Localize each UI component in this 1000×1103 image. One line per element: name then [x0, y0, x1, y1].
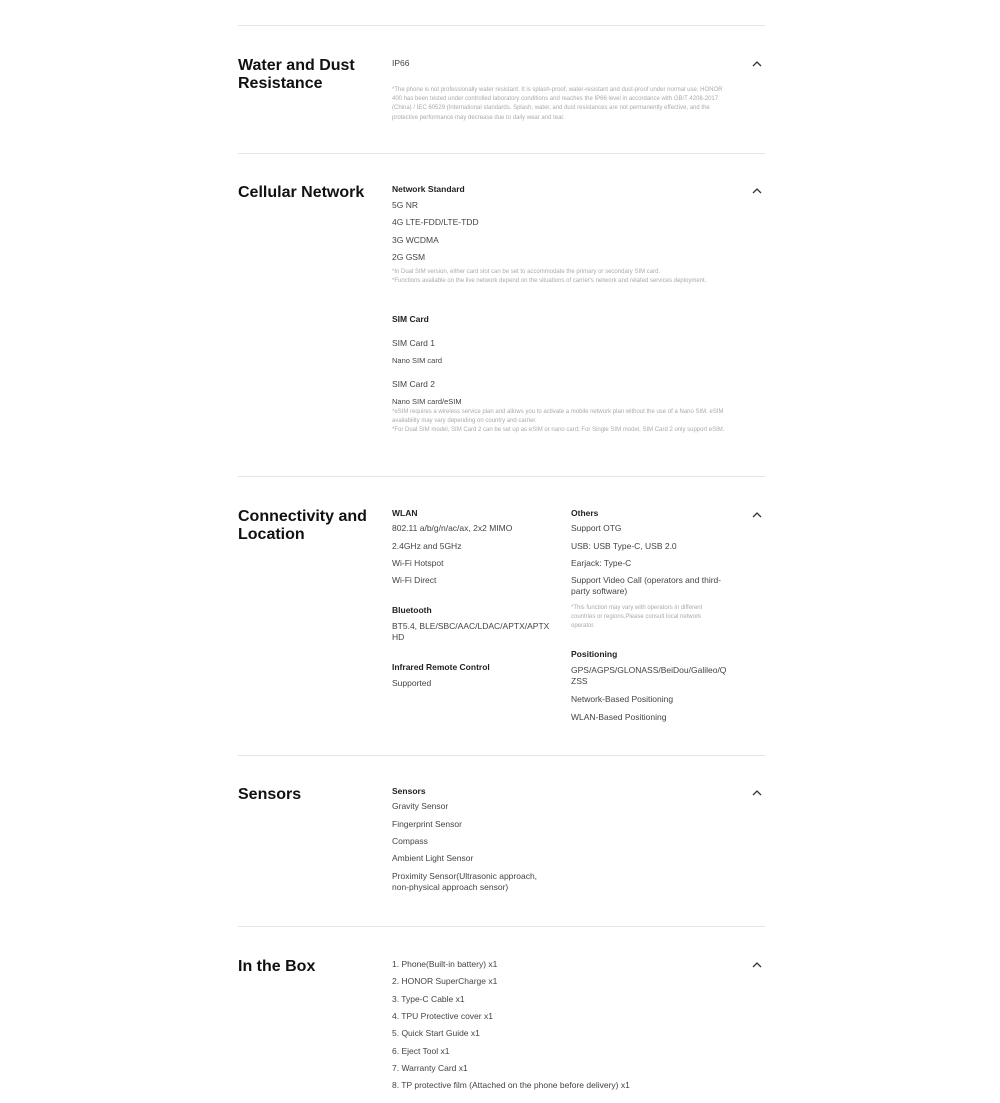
box-item: 1. Phone(Built-in battery) x1: [392, 959, 498, 969]
others-item: Support OTG: [571, 523, 622, 533]
chevron-up-icon[interactable]: [750, 184, 764, 198]
sensor-item: Proximity Sensor(Ultrasonic approach, non-physical approach sensor): [392, 871, 538, 892]
sim-card-1-value: Nano SIM card: [392, 356, 443, 365]
network-item: 3G WCDMA: [392, 235, 439, 245]
chevron-up-icon[interactable]: [750, 508, 764, 522]
sim-note: *eSIM requires a wireless service plan and allows you to activate a mobile network plan without the use of a Nano SIM. eSIM availability may vary depending on country and carrier.: [392, 409, 724, 425]
box-item: 4. TPU Protective cover x1: [392, 1011, 493, 1021]
network-note: *In Dual SIM version, either card slot can be set to accommodate the primary or secondary SIM card.: [392, 269, 661, 275]
wlan-item: Wi-Fi Hotspot: [392, 558, 444, 568]
network-item: 2G GSM: [392, 252, 426, 262]
water-note: *The phone is not professionally water resistant. It is splash-proof, water-resistant and dust-proof under normal use. HONOR 400 has been tested under controlled laboratory conditions and reaches the IP66 level in accordance with GB/T 4208-2017 (China) / IEC 60529 (International standards. Splash, water, and dust resistances are not permanently effective, and the protective performance may decrease due to daily wear and tear.: [392, 87, 723, 121]
positioning-item: Network-Based Positioning: [571, 694, 674, 704]
divider: [238, 926, 765, 927]
divider: [238, 476, 765, 477]
section-title: Cellular Network: [238, 184, 365, 201]
box-item: 3. Type-C Cable x1: [392, 994, 465, 1004]
bluetooth-value: BT5.4, BLE/SBC/AAC/LDAC/APTX/APTX HD: [392, 621, 550, 642]
sim-card-1-label: SIM Card 1: [392, 338, 435, 348]
box-item: 2. HONOR SuperCharge x1: [392, 976, 498, 986]
wlan-heading: WLAN: [392, 508, 418, 518]
others-item: USB: USB Type-C, USB 2.0: [571, 541, 677, 551]
sensor-item: Gravity Sensor: [392, 801, 449, 811]
wlan-item: Wi-Fi Direct: [392, 575, 437, 585]
divider: [238, 755, 765, 756]
network-standard-heading: Network Standard: [392, 184, 465, 194]
network-note: *Functions available on the live network depend on the situations of carrier's network and related services deployment.: [392, 278, 707, 284]
ip-rating: IP66: [392, 58, 410, 68]
section-title: In the Box: [238, 958, 316, 975]
sensor-item: Compass: [392, 836, 428, 846]
sensor-item: Ambient Light Sensor: [392, 853, 474, 863]
sensor-item: Fingerprint Sensor: [392, 819, 462, 829]
positioning-heading: Positioning: [571, 649, 618, 659]
sim-card-2-label: SIM Card 2: [392, 379, 435, 389]
others-item: Support Video Call (operators and third-party software): [571, 575, 722, 596]
chevron-up-icon[interactable]: [750, 57, 764, 71]
others-heading: Others: [571, 508, 599, 518]
sensors-heading: Sensors: [392, 786, 426, 796]
positioning-item: WLAN-Based Positioning: [571, 712, 667, 722]
others-note: *This function may vary with operators in different countries or regions.Please consult local network operator.: [571, 605, 703, 630]
others-item: Earjack: Type-C: [571, 558, 632, 568]
chevron-up-icon[interactable]: [750, 786, 764, 800]
section-title: Sensors: [238, 786, 302, 803]
section-title: Water and Dust Resistance: [238, 57, 355, 92]
wlan-item: 2.4GHz and 5GHz: [392, 541, 462, 551]
sim-card-2-value: Nano SIM card/eSIM: [392, 397, 462, 406]
divider: [238, 153, 765, 154]
box-item: 6. Eject Tool x1: [392, 1046, 450, 1056]
box-item: 5. Quick Start Guide x1: [392, 1028, 480, 1038]
section-title: Connectivity and Location: [238, 508, 367, 543]
box-item: 8. TP protective film (Attached on the phone before delivery) x1: [392, 1080, 630, 1090]
bluetooth-heading: Bluetooth: [392, 605, 432, 615]
infrared-value: Supported: [392, 678, 432, 688]
network-item: 4G LTE-FDD/LTE-TDD: [392, 217, 479, 227]
divider: [238, 25, 765, 26]
positioning-item: GPS/AGPS/GLONASS/BeiDou/Galileo/QZSS: [571, 665, 727, 686]
network-item: 5G NR: [392, 200, 418, 210]
wlan-item: 802.11 a/b/g/n/ac/ax, 2x2 MIMO: [392, 523, 513, 533]
box-item: 7. Warranty Card x1: [392, 1063, 468, 1073]
sim-card-heading: SIM Card: [392, 314, 429, 324]
infrared-heading: Infrared Remote Control: [392, 662, 490, 672]
sim-note: *For Dual SIM model, SIM Card 2 can be set up as eSIM or nano card; For Single SIM model, SIM Card 2 only support eSIM.: [392, 427, 725, 433]
chevron-up-icon[interactable]: [750, 958, 764, 972]
